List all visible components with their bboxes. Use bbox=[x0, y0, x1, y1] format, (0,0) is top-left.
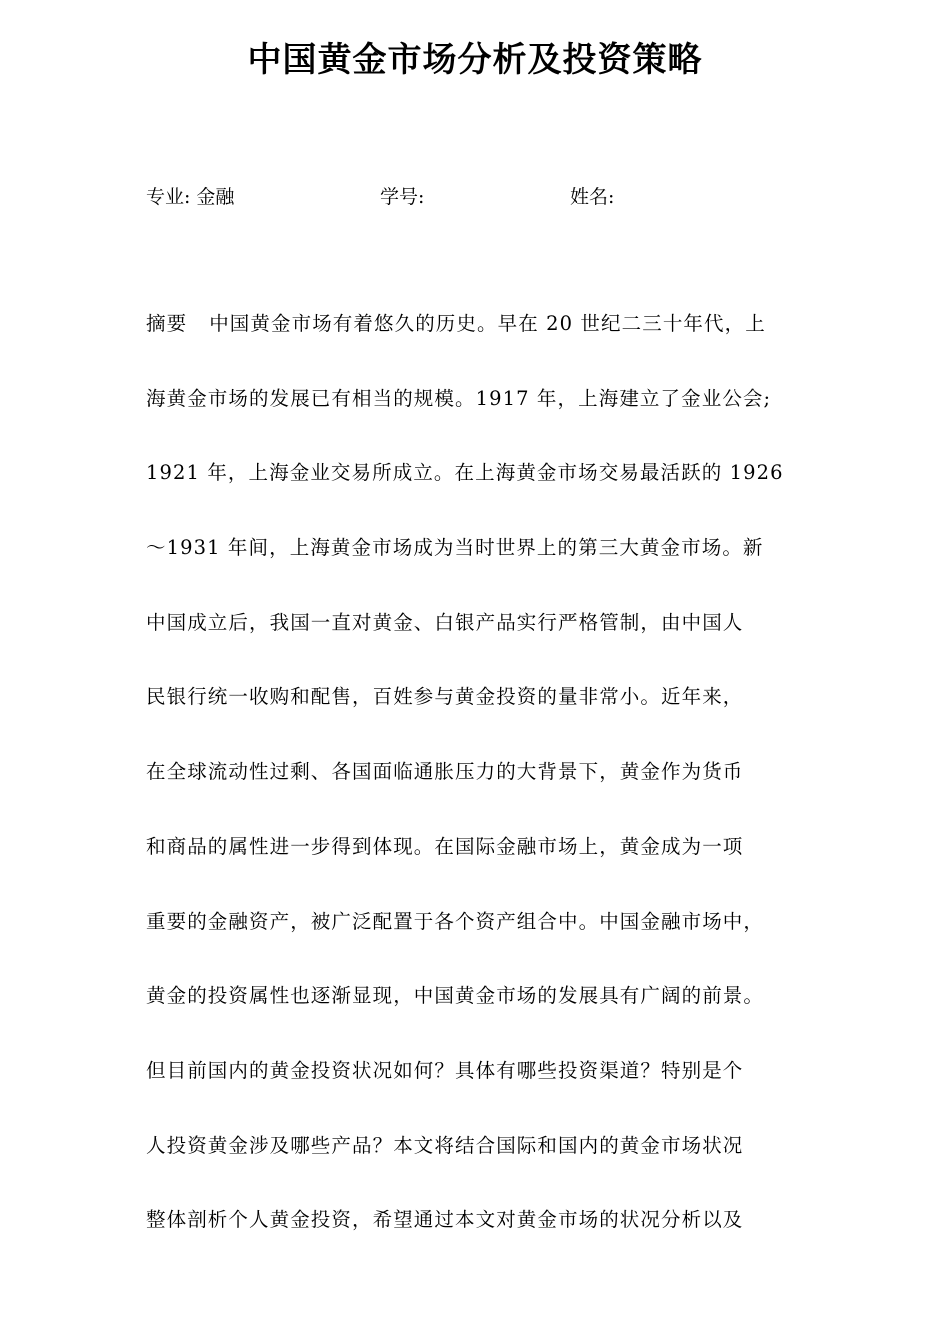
name-label: 姓名: bbox=[570, 186, 615, 208]
name-field bbox=[570, 182, 614, 212]
abstract-line: 人投资黄金涉及哪些产品？本文将结合国际和国内的黄金市场状况 bbox=[146, 1133, 744, 1157]
student-info-row bbox=[146, 182, 806, 212]
major-label: 专业: bbox=[146, 186, 191, 208]
abstract-line: 海黄金市场的发展已有相当的规模。1917 年，上海建立了金业公会; bbox=[146, 386, 772, 410]
student-id-label: 学号: bbox=[380, 186, 425, 208]
abstract-line: 黄金的投资属性也逐渐显现，中国黄金市场的发展具有广阔的前景。 bbox=[146, 984, 765, 1008]
major-field bbox=[146, 182, 234, 212]
abstract-line: 在全球流动性过剩、各国面临通胀压力的大背景下，黄金作为货币 bbox=[146, 760, 744, 784]
abstract-line: 和商品的属性进一步得到体现。在国际金融市场上，黄金成为一项 bbox=[146, 834, 744, 858]
abstract-line: 整体剖析个人黄金投资，希望通过本文对黄金市场的状况分析以及 bbox=[146, 1208, 744, 1232]
abstract-line: 1921 年，上海金业交易所成立。在上海黄金市场交易最活跃的 1926 bbox=[146, 461, 784, 485]
student-id-field bbox=[380, 182, 424, 212]
abstract-line: 中国成立后，我国一直对黄金、白银产品实行严格管制，由中国人 bbox=[146, 610, 744, 634]
abstract-section bbox=[146, 306, 806, 1277]
document-title: 中国黄金市场分析及投资策略 bbox=[247, 40, 703, 80]
abstract-line: 重要的金融资产，被广泛配置于各个资产组合中。中国金融市场中， bbox=[146, 909, 765, 933]
abstract-line: 民银行统一收购和配售，百姓参与黄金投资的量非常小。近年来， bbox=[146, 685, 744, 709]
abstract-line: ～1931 年间，上海黄金市场成为当时世界上的第三大黄金市场。新 bbox=[146, 536, 764, 560]
abstract-line bbox=[146, 306, 806, 381]
major-value: 金融 bbox=[196, 186, 235, 208]
abstract-label: 摘要 bbox=[146, 312, 188, 335]
abstract-line-text: 中国黄金市场有着悠久的历史。早在 20 世纪二三十年代，上 bbox=[209, 312, 766, 335]
abstract-line: 但目前国内的黄金投资状况如何？具体有哪些投资渠道？特别是个 bbox=[146, 1058, 744, 1082]
